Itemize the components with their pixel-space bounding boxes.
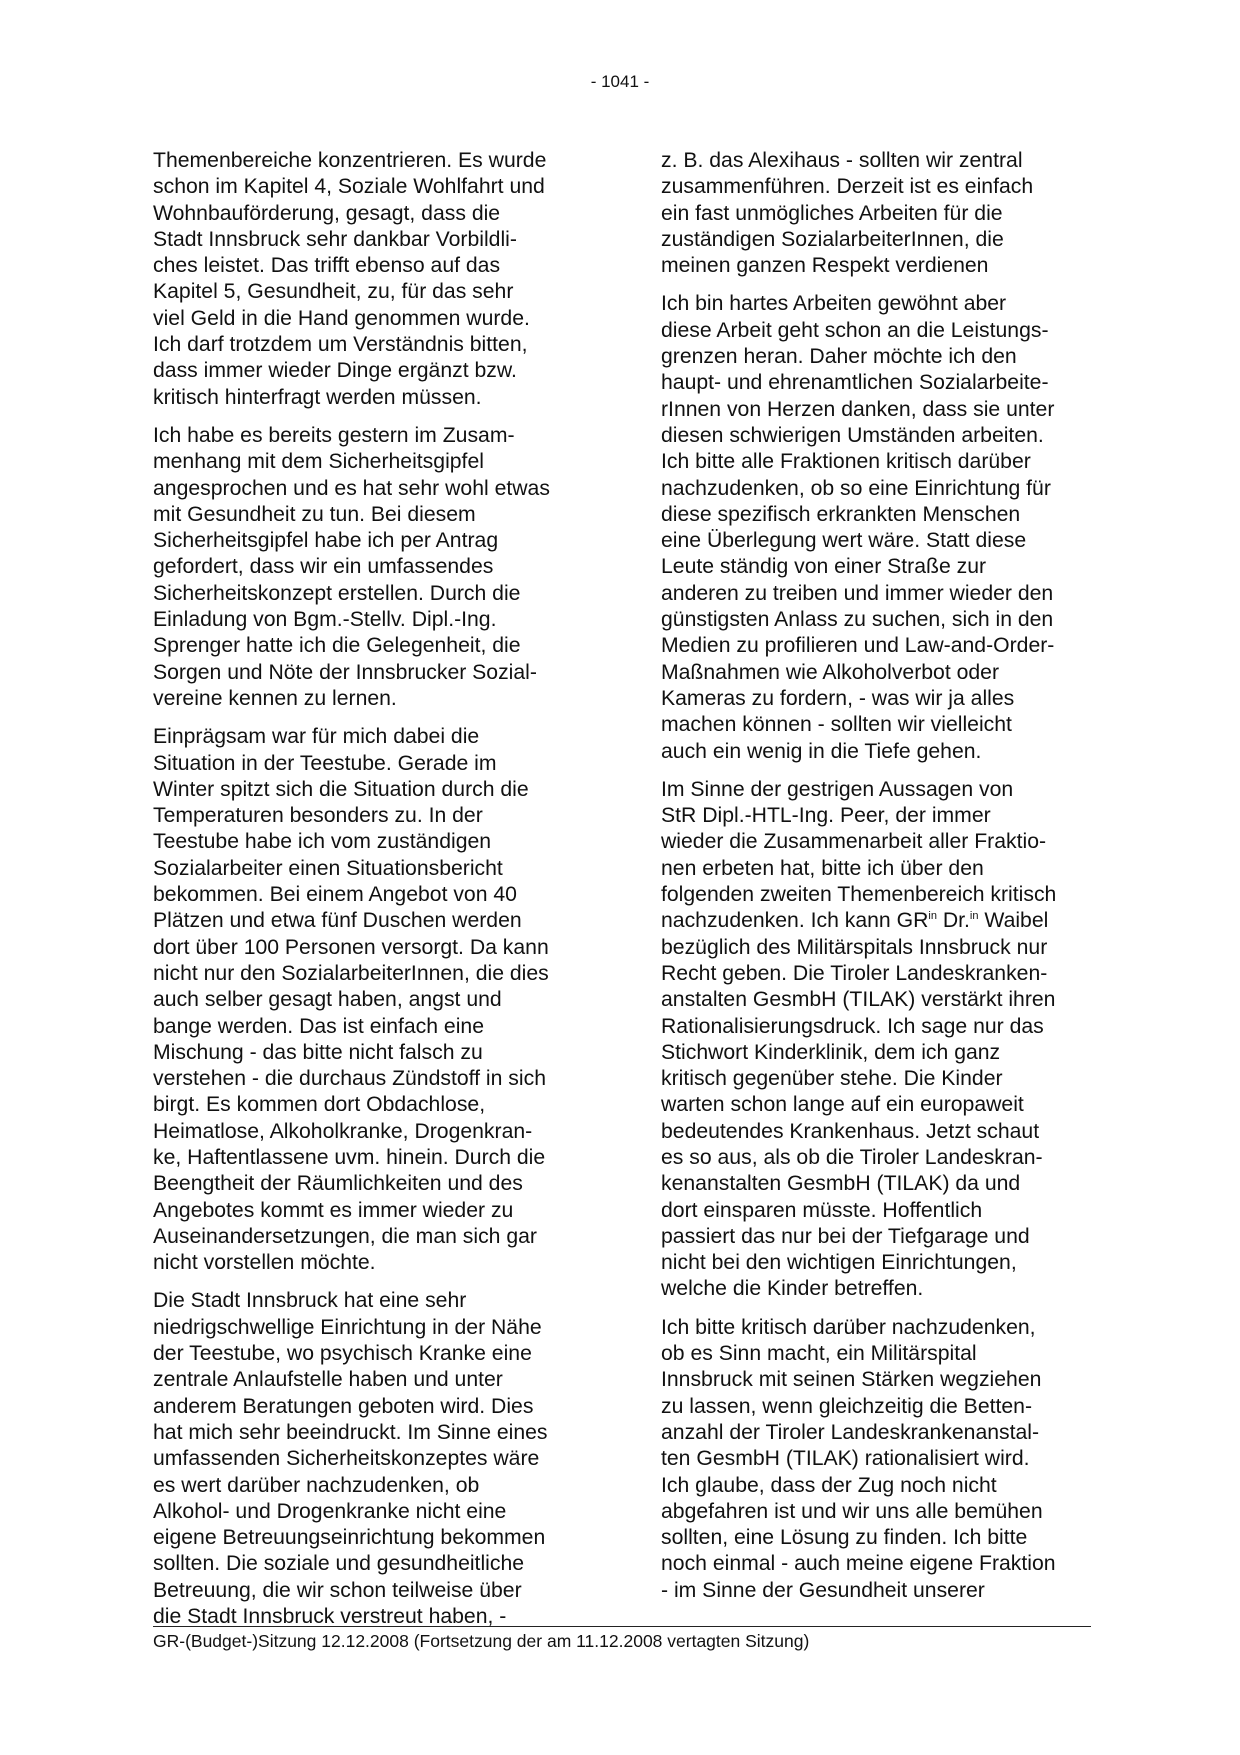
paragraph: Einprägsam war für mich dabei die Situation in der Teestube. Gerade im Winter spitzt sich die Situation durch die Temperaturen besonders zu. In der Teestube habe ich vom zuständigen Sozialarbeiter einen Situationsbericht bekommen. Bei einem Angebot von 40 Plätzen und etwa fünf Duschen werden dort über 100 Personen versorgt. Da kann nicht nur den SozialarbeiterInnen, die dies auch selber gesagt haben, angst und bange werden. Das ist einfach eine Mischung - das bitte nicht falsch zu verstehen - die durchaus Zündstoff in sich birgt. Es kommen dort Obdachlose, Heimatlose, Alkoholkranke, Drogenkran- ke, Haftentlassene uvm. hinein. Durch die Beengtheit der Räumlichkeiten und des Angebotes kommt es immer wieder zu Auseinandersetzungen, die man sich gar nicht vorstellen möchte. — [153, 725, 549, 1275]
paragraph: Ich habe es bereits gestern im Zusam- menhang mit dem Sicherheitsgipfel angesprochen und es hat sehr wohl etwas mit Gesundheit zu tun. Bei diesem Sicherheitsgipfel habe ich per Antrag gefordert, dass wir ein umfassendes Sicherheitskonzept erstellen. Durch die Einladung von Bgm.-Stellv. Dipl.-Ing. Sprenger hatte ich die Gelegenheit, die Sorgen und Nöte der Innsbrucker Sozial- vereine kennen zu lernen. — [153, 423, 550, 710]
paragraph-text: Dr. — [936, 909, 970, 933]
footer-divider — [153, 1626, 1091, 1627]
left-column — [153, 148, 583, 1642]
paragraph — [661, 777, 1091, 1303]
superscript: in — [969, 910, 979, 923]
paragraph: Die Stadt Innsbruck hat eine sehr niedrigschwellige Einrichtung in der Nähe der Teestube, wo psychisch Kranke eine zentrale Anlaufstelle haben und unter anderem Beratungen geboten wird. Dies hat mich sehr beeindruckt. Im Sinne eines umfassenden Sicherheitskonzeptes wäre es wert darüber nachzudenken, ob Alkohol- und Drogenkranke nicht eine eigene Betreuungseinrichtung bekommen sollten. Die soziale und gesundheitliche Betreuung, die wir schon teilweise über die Stadt Innsbruck verstreut haben, - — [153, 1289, 548, 1629]
superscript: in — [928, 910, 937, 923]
page-footer: GR-(Budget-)Sitzung 12.12.2008 (Fortsetzung der am 11.12.2008 vertagten Sitzung) — [153, 1631, 810, 1651]
paragraph: Ich bitte kritisch darüber nachzudenken, ob es Sinn macht, ein Militärspital Innsbruck mit seinen Stärken wegziehen zu lassen, wenn gleichzeitig die Betten- anzahl der Tiroler Landeskrankenanstal- ten GesmbH (TILAK) rationalisiert wird. Ich glaube, dass der Zug noch nicht abgefahren ist und wir uns alle bemühen sollten, eine Lösung zu finden. Ich bitte noch einmal - auch meine eigene Fraktion - im Sinne der Gesundheit unserer — [661, 1315, 1056, 1602]
paragraph: z. B. das Alexihaus - sollten wir zentral zusammenführen. Derzeit ist es einfach ein fast unmögliches Arbeiten für die zuständigen SozialarbeiterInnen, die meinen ganzen Respekt verdienen — [661, 149, 1034, 278]
paragraph: Ich bin hartes Arbeiten gewöhnt aber diese Arbeit geht schon an die Leistungs- grenzen heran. Daher möchte ich den haupt- und ehrenamtlichen Sozialarbeite- rInnen von Herzen danken, dass sie unter diesen schwierigen Umständen arbeiten. Ich bitte alle Fraktionen kritisch darüber nachzudenken, ob so eine Einrichtung für diese spezifisch erkrankten Menschen eine Überlegung wert wäre. Statt diese Leute ständig von einer Straße zur anderen zu treiben und immer wieder den günstigsten Anlass zu suchen, sich in den Medien zu profilieren und Law-and-Order- Maßnahmen wie Alkoholverbot oder Kameras zu fordern, - was wir ja alles machen können - sollten wir vielleicht auch ein wenig in die Tiefe gehen. — [661, 292, 1055, 763]
paragraph: Themenbereiche konzentrieren. Es wurde schon im Kapitel 4, Soziale Wohlfahrt und Wohnbauförderung, gesagt, dass die Stadt Innsbruck sehr dankbar Vorbildli- ches leistet. Das trifft ebenso auf das Kapitel 5, Gesundheit, zu, für das sehr viel Geld in die Hand genommen wurde. Ich darf trotzdem um Verständnis bitten, dass immer wieder Dinge ergänzt bzw. kritisch hinterfragt werden müssen. — [153, 149, 547, 409]
right-column — [661, 148, 1091, 1616]
page-number: - 1041 - — [590, 72, 650, 91]
paragraph-text: Waibel bezüglich des Militärspitals Innsbruck nur Recht geben. Die Tiroler Landeskranken- anstalten GesmbH (TILAK) verstärkt ihren Rationalisierungsdruck. Ich sage nur das Stichwort Kinderklinik, dem ich ganz kritisch gegenüber stehe. Die Kinder warten schon lange auf ein europaweit bedeutendes Krankenhaus. Jetzt schaut es so aus, als ob die Tiroler Landeskran- kenanstalten GesmbH (TILAK) da und dort einsparen müsste. Hoffentlich passiert das nur bei der Tiefgarage und nicht bei den wichtigen Einrichtungen, welche die Kinder betreffen. — [661, 909, 1056, 1301]
paragraph-text: Im Sinne der gestrigen Aussagen von StR Dipl.-HTL-Ing. Peer, der immer wieder die Zusammenarbeit aller Fraktio- nen erbeten hat, bitte ich über den folgenden zweiten Themenbereich kritisch nachzudenken. Ich kann GR — [661, 777, 1057, 933]
